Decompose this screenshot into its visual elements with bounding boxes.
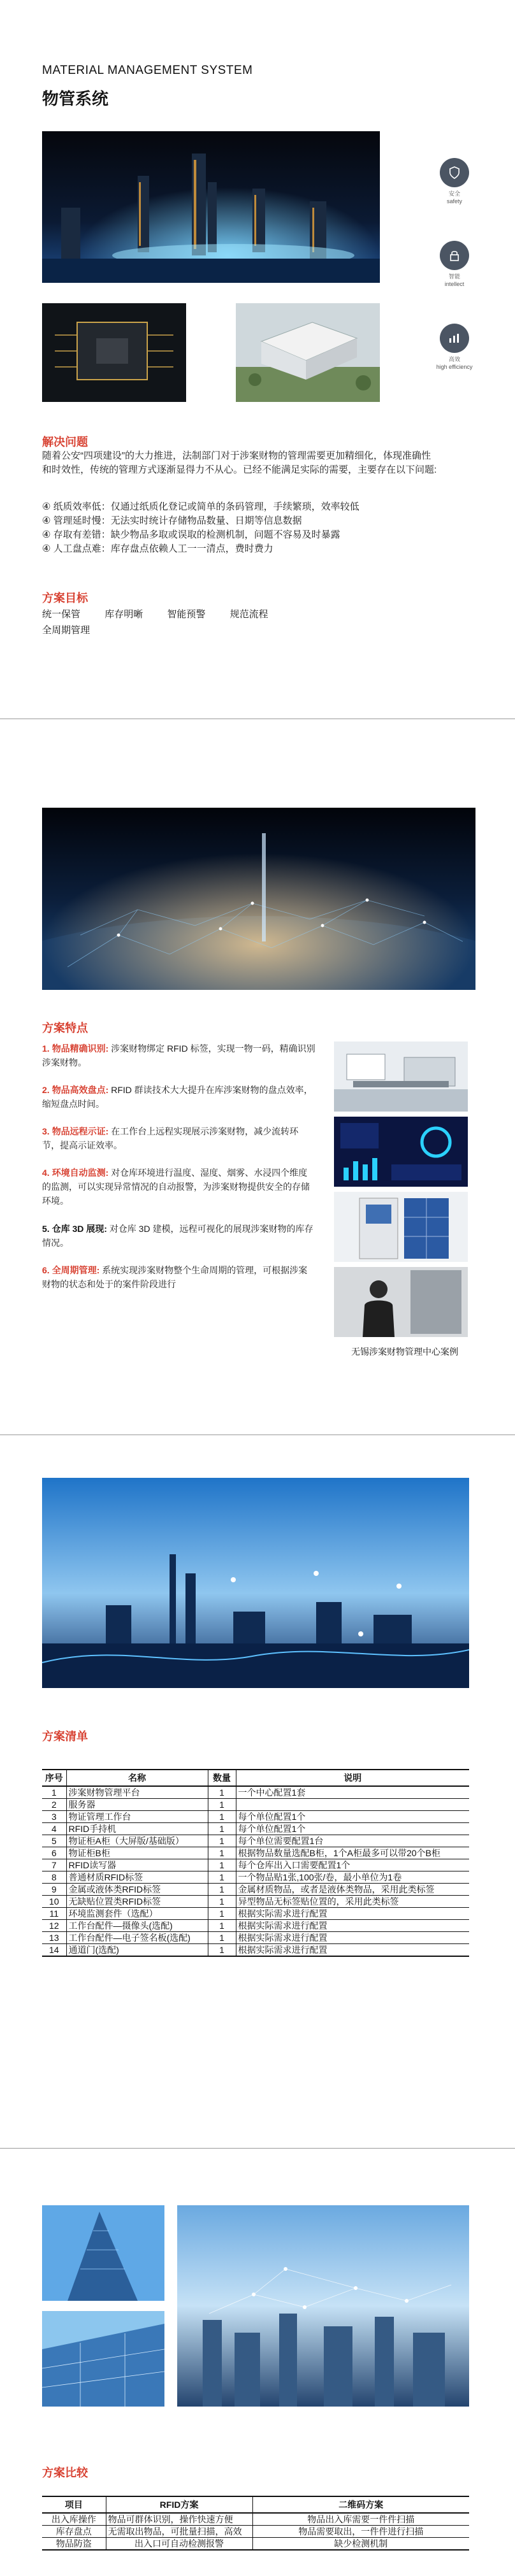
problem-item: ④ 纸质效率低：仅通过纸质化登记或简单的条码管理，手续繁琐，效率较低 bbox=[42, 501, 359, 512]
title-en: MATERIAL MANAGEMENT SYSTEM bbox=[42, 64, 253, 77]
goal-item: 规范流程 bbox=[229, 609, 268, 620]
inventory-heading: 方案清单 bbox=[42, 1730, 88, 1743]
table-cell: 根据实际需求进行配置 bbox=[236, 1920, 469, 1932]
table-cell: 出入口可自动检测报警 bbox=[106, 2538, 252, 2551]
table-cell: 物证管理工作台 bbox=[66, 1811, 208, 1823]
table-row bbox=[42, 1871, 469, 1884]
feature-text: 系统实现涉案财物整个生命周期的管理，可根据涉案财物的状态和处于的案件阶段进行 bbox=[42, 1265, 308, 1289]
feature-title: 5. 仓库 3D 展现: bbox=[42, 1224, 107, 1234]
table-cell: 金属或液体类RFID标签 bbox=[66, 1884, 208, 1896]
dashboard-photo bbox=[334, 1117, 468, 1187]
feature-text: 对仓库环境进行温度、湿度、烟雾、水浸四个维度的监测，可以实现异常情况的自动报警，为涉案财物提供安全的存储环境。 bbox=[42, 1168, 310, 1206]
staff-photo bbox=[334, 1267, 468, 1337]
table-cell: 11 bbox=[42, 1908, 66, 1920]
table-cell: 5 bbox=[42, 1835, 66, 1847]
table-cell: 1 bbox=[208, 1908, 236, 1920]
feature-title: 3. 物品远程示证: bbox=[42, 1126, 109, 1136]
goal-item: 全周期管理 bbox=[42, 625, 91, 636]
table-cell: 1 bbox=[208, 1859, 236, 1871]
feature-text: 涉案财物绑定 RFID 标签，实现一物一码，精确识别涉案财物。 bbox=[42, 1043, 316, 1068]
table-cell: 1 bbox=[208, 1896, 236, 1908]
city-night-image bbox=[42, 131, 380, 283]
table-cell: 金属材质物品，或者是液体类物品，采用此类标签 bbox=[236, 1884, 469, 1896]
feature-title: 2. 物品高效盘点: bbox=[42, 1085, 109, 1095]
table-cell: 1 bbox=[208, 1871, 236, 1884]
feature-item-4 bbox=[42, 1166, 316, 1208]
table-cell: 每个单位需要配置1台 bbox=[236, 1835, 469, 1847]
column-header: 序号 bbox=[42, 1770, 66, 1786]
table-row bbox=[42, 1896, 469, 1908]
table-cell: 每个仓库出入口需要配置1个 bbox=[236, 1859, 469, 1871]
side-label-efficiency: 高效 high efficiency bbox=[436, 356, 473, 370]
building-render-image bbox=[236, 303, 380, 402]
goal-item: 库存明晰 bbox=[105, 609, 143, 620]
feature-text: 在工作台上远程实现展示涉案财物，减少流转环节，提高示证效率。 bbox=[42, 1126, 299, 1150]
feature-item-5 bbox=[42, 1222, 316, 1250]
table-row bbox=[42, 1932, 469, 1944]
table-row bbox=[42, 2538, 469, 2551]
comparison-table bbox=[42, 2496, 469, 2551]
table-cell: 一个中心配置1套 bbox=[236, 1786, 469, 1799]
problem-heading: 解决问题 bbox=[42, 436, 88, 448]
feature-title: 1. 物品精确识别: bbox=[42, 1043, 109, 1054]
table-cell: 1 bbox=[208, 1786, 236, 1799]
table-cell: 一个物品贴1张,100张/卷，最小单位为1卷 bbox=[236, 1871, 469, 1884]
table-cell: 工作台配件—摄像头(选配) bbox=[66, 1920, 208, 1932]
table-cell: 12 bbox=[42, 1920, 66, 1932]
feature-title: 4. 环境自动监测: bbox=[42, 1168, 109, 1178]
table-cell: 根据实际需求进行配置 bbox=[236, 1944, 469, 1957]
table-row bbox=[42, 1835, 469, 1847]
city-panorama-image bbox=[42, 1478, 469, 1688]
column-header: 名称 bbox=[66, 1770, 208, 1786]
table-cell: 出入库操作 bbox=[42, 2513, 106, 2526]
table-cell: 缺少检测机制 bbox=[252, 2538, 469, 2551]
table-cell: 根据物品数量选配B柜，1个A柜最多可以带20个B柜 bbox=[236, 1847, 469, 1859]
side-label-intellect: 智能 intellect bbox=[444, 273, 465, 287]
skyscraper-image bbox=[42, 2205, 164, 2301]
case-caption: 无锡涉案财物管理中心案例 bbox=[351, 1347, 458, 1357]
table-row bbox=[42, 1799, 469, 1811]
table-header-row bbox=[42, 2496, 469, 2513]
table-cell: 1 bbox=[208, 1932, 236, 1944]
table-cell: 服务器 bbox=[66, 1799, 208, 1811]
table-cell: 涉案财物管理平台 bbox=[66, 1786, 208, 1799]
table-cell: 异型物品无标签贴位置的，采用此类标签 bbox=[236, 1896, 469, 1908]
goal-item: 智能预警 bbox=[167, 609, 206, 620]
table-cell: 1 bbox=[208, 1847, 236, 1859]
goal-row-1 bbox=[42, 607, 290, 620]
column-header: 数量 bbox=[208, 1770, 236, 1786]
network-city-image bbox=[42, 808, 475, 990]
evidence-cabinet-photo bbox=[334, 1192, 468, 1262]
table-cell: 1 bbox=[208, 1823, 236, 1835]
table-cell: RFID读写器 bbox=[66, 1859, 208, 1871]
table-row bbox=[42, 2513, 469, 2526]
table-header-row bbox=[42, 1770, 469, 1786]
feature-item-1 bbox=[42, 1041, 316, 1070]
table-row bbox=[42, 1859, 469, 1871]
table-row bbox=[42, 1823, 469, 1835]
table-cell: 无缺贴位置类RFID标签 bbox=[66, 1896, 208, 1908]
goal-heading: 方案目标 bbox=[42, 592, 88, 605]
feature-item-6 bbox=[42, 1263, 316, 1291]
column-header: 说明 bbox=[236, 1770, 469, 1786]
table-cell: RFID手持机 bbox=[66, 1823, 208, 1835]
table-cell: 1 bbox=[208, 1884, 236, 1896]
table-cell: 7 bbox=[42, 1859, 66, 1871]
table-row bbox=[42, 1847, 469, 1859]
table-cell: 1 bbox=[208, 1799, 236, 1811]
table-cell: 9 bbox=[42, 1884, 66, 1896]
table-row bbox=[42, 1920, 469, 1932]
lock-icon bbox=[440, 241, 469, 270]
table-cell: 无需取出物品，可批量扫描，高效 bbox=[106, 2526, 252, 2538]
table-cell: 8 bbox=[42, 1871, 66, 1884]
table-cell: 6 bbox=[42, 1847, 66, 1859]
table-cell: 物品防盗 bbox=[42, 2538, 106, 2551]
side-label-safety: 安全 safety bbox=[446, 190, 462, 204]
table-cell: 物品可群体识别，操作快速方便 bbox=[106, 2513, 252, 2526]
feature-title: 6. 全周期管理: bbox=[42, 1265, 100, 1275]
problem-item: ④ 管理延时慢：无法实时统计存储物品数量、日期等信息数据 bbox=[42, 515, 302, 526]
table-cell: 1 bbox=[208, 1835, 236, 1847]
table-row bbox=[42, 1786, 469, 1799]
table-row bbox=[42, 1944, 469, 1957]
table-cell: 1 bbox=[208, 1920, 236, 1932]
table-cell: 根据实际需求进行配置 bbox=[236, 1932, 469, 1944]
connected-city-image bbox=[177, 2205, 469, 2407]
problem-item: ④ 存取有差错：缺少物品多取或误取的检测机制，问题不容易及时暴露 bbox=[42, 529, 340, 540]
table-cell: 2 bbox=[42, 1799, 66, 1811]
office-photo bbox=[334, 1041, 468, 1112]
column-header: 二维码方案 bbox=[252, 2496, 469, 2513]
section-divider bbox=[0, 2148, 515, 2149]
table-cell: 每个单位配置1个 bbox=[236, 1811, 469, 1823]
comparison-heading: 方案比较 bbox=[42, 2466, 88, 2479]
table-cell: 1 bbox=[208, 1944, 236, 1957]
shield-icon bbox=[440, 158, 469, 187]
table-cell: 物品需要取出，一件件进行扫描 bbox=[252, 2526, 469, 2538]
problem-intro: 随着公安“四项建设”的大力推进，法制部门对于涉案财物的管理需要更加精细化，体现准确性和时效性，传统的管理方式逐渐显得力不从心。已经不能满足实际的需要，主要存在以下问题: bbox=[42, 450, 437, 475]
table-cell: 物证柜A柜（大屏版/基础版） bbox=[66, 1835, 208, 1847]
table-cell: 工作台配件—电子签名板(选配) bbox=[66, 1932, 208, 1944]
table-row bbox=[42, 1908, 469, 1920]
feature-item-3 bbox=[42, 1124, 316, 1152]
table-cell: 1 bbox=[208, 1811, 236, 1823]
table-cell: 物品出入库需要一件件扫描 bbox=[252, 2513, 469, 2526]
table-cell: 库存盘点 bbox=[42, 2526, 106, 2538]
table-row bbox=[42, 1811, 469, 1823]
column-header: RFID方案 bbox=[106, 2496, 252, 2513]
problem-list bbox=[42, 500, 437, 556]
feature-text: 对仓库 3D 建模，远程可视化的展现涉案财物的库存情况。 bbox=[42, 1224, 314, 1248]
goal-item: 统一保管 bbox=[42, 609, 81, 620]
problem-item: ④ 人工盘点难：库存盘点依赖人工一一清点，费时费力 bbox=[42, 543, 273, 554]
inventory-table bbox=[42, 1769, 469, 1957]
table-cell bbox=[236, 1799, 469, 1811]
table-cell: 物证柜B柜 bbox=[66, 1847, 208, 1859]
table-cell: 13 bbox=[42, 1932, 66, 1944]
table-cell: 4 bbox=[42, 1823, 66, 1835]
table-cell: 每个单位配置1个 bbox=[236, 1823, 469, 1835]
table-row bbox=[42, 2526, 469, 2538]
table-cell: 1 bbox=[42, 1786, 66, 1799]
goal-row-2 bbox=[42, 623, 112, 636]
title-cn: 物管系统 bbox=[42, 89, 109, 108]
chip-image bbox=[42, 303, 186, 402]
table-row bbox=[42, 1884, 469, 1896]
table-cell: 10 bbox=[42, 1896, 66, 1908]
table-cell: 3 bbox=[42, 1811, 66, 1823]
column-header: 项目 bbox=[42, 2496, 106, 2513]
feature-text: RFID 群读技术大大提升在库涉案财物的盘点效率，缩短盘点时间。 bbox=[42, 1085, 313, 1109]
features-heading: 方案特点 bbox=[42, 1022, 88, 1034]
glass-building-image bbox=[42, 2311, 164, 2407]
table-cell: 环境监测套件（选配） bbox=[66, 1908, 208, 1920]
table-cell: 根据实际需求进行配置 bbox=[236, 1908, 469, 1920]
table-cell: 通道门(选配) bbox=[66, 1944, 208, 1957]
feature-item-2 bbox=[42, 1083, 316, 1111]
table-cell: 普通材质RFID标签 bbox=[66, 1871, 208, 1884]
table-cell: 14 bbox=[42, 1944, 66, 1957]
chart-icon bbox=[440, 324, 469, 353]
